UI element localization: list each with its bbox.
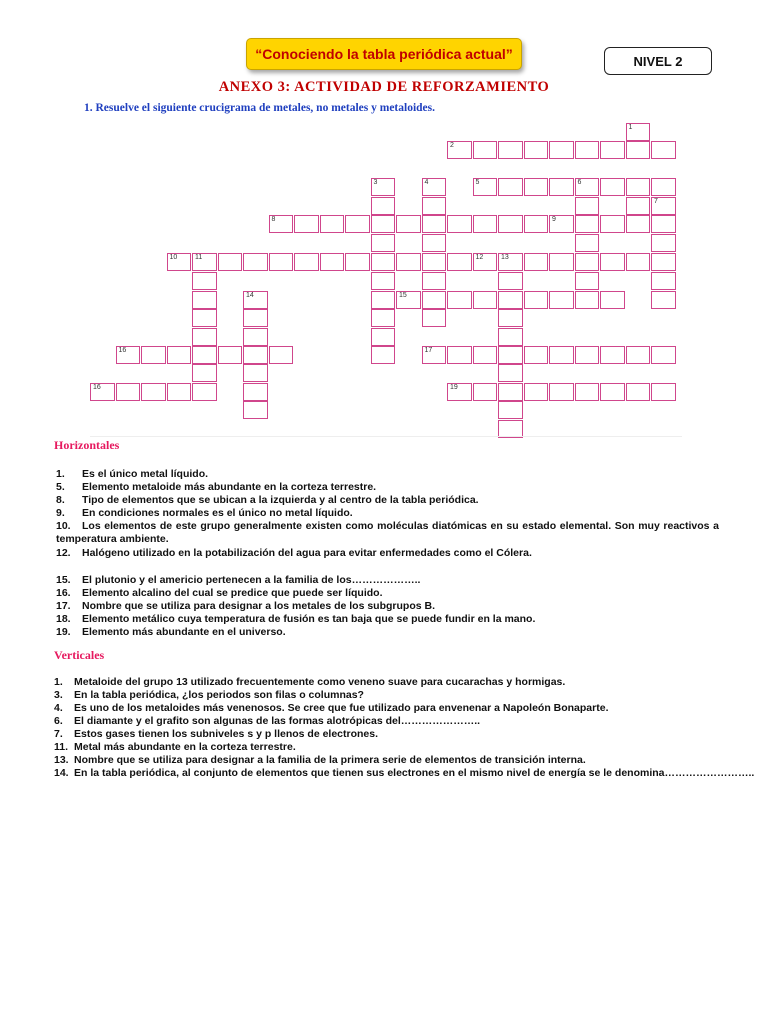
crossword-cell[interactable] [447, 215, 472, 233]
crossword-cell[interactable] [651, 253, 676, 271]
clue-item [56, 494, 479, 507]
crossword-cell[interactable] [243, 328, 268, 346]
crossword-cell[interactable] [192, 272, 217, 290]
crossword-cell[interactable] [549, 383, 574, 401]
clue-text: Es uno de los metaloides más venenosos. Se cree que fue utilizado para envenenar a Napoleón Bonaparte. [74, 702, 609, 714]
clue-item [56, 481, 376, 494]
clue-text: Elemento alcalino del cual se predice que puede ser líquido. [82, 587, 383, 599]
crossword-cell[interactable] [294, 253, 319, 271]
clue-text: Nombre que se utiliza para designar a los metales de los subgrupos B. [82, 600, 436, 612]
crossword-cell[interactable] [116, 383, 141, 401]
clue-number: 8 [271, 216, 276, 223]
clue-number: 13. [54, 754, 69, 766]
crossword-cell[interactable] [498, 383, 523, 401]
crossword-cell[interactable] [600, 178, 625, 196]
crossword-cell[interactable] [473, 141, 498, 159]
crossword-cell[interactable] [422, 197, 447, 215]
crossword-cell[interactable] [498, 291, 523, 309]
crossword-cell[interactable] [651, 272, 676, 290]
crossword-cell[interactable] [422, 215, 447, 233]
clue-text: En la tabla periódica, ¿los periodos son filas o columnas? [74, 689, 364, 701]
crossword-cell[interactable] [192, 383, 217, 401]
clue-item [54, 715, 480, 728]
clue-number: 10 [169, 254, 178, 261]
clue-number: 17 [424, 347, 433, 354]
crossword-cell[interactable] [320, 215, 345, 233]
crossword-cell[interactable] [192, 346, 217, 364]
clue-number: 5 [475, 179, 480, 186]
crossword-cell[interactable] [498, 178, 523, 196]
clue-item [54, 754, 586, 767]
clue-number: 15. [56, 574, 71, 586]
divider [90, 436, 682, 437]
crossword-cell[interactable] [345, 253, 370, 271]
instruction-text: 1. Resuelve el siguiente crucigrama de metales, no metales y metaloides. [84, 102, 435, 114]
crossword-cell[interactable] [473, 215, 498, 233]
crossword-cell[interactable] [524, 141, 549, 159]
clue-number: 10. [56, 520, 71, 532]
verticales-title: Verticales [54, 648, 105, 662]
crossword-cell[interactable] [575, 141, 600, 159]
crossword-cell[interactable] [498, 309, 523, 327]
clue-number: 14 [246, 292, 254, 299]
clue-number: 8. [56, 494, 65, 506]
crossword-cell[interactable] [498, 272, 523, 290]
crossword-cell[interactable] [626, 253, 651, 271]
crossword-cell[interactable] [371, 215, 396, 233]
crossword-cell[interactable] [192, 328, 217, 346]
clue-number: 14. [54, 767, 69, 779]
clue-number: 19 [450, 384, 458, 391]
clue-number: 3 [373, 179, 378, 186]
crossword-cell[interactable] [524, 383, 549, 401]
crossword-cell[interactable] [498, 364, 523, 382]
clue-text: Nombre que se utiliza para designar a la familia de la primera serie de elementos de transición interna. [74, 754, 586, 766]
clue-number: 12. [56, 547, 71, 559]
crossword-cell[interactable] [575, 215, 600, 233]
crossword-cell[interactable] [422, 253, 447, 271]
crossword-cell[interactable] [141, 346, 166, 364]
clue-number: 6. [54, 715, 63, 727]
clue-number: 16 [93, 384, 101, 391]
clue-item [54, 741, 296, 754]
clue-item [56, 468, 208, 481]
clue-number: 12 [475, 254, 484, 261]
crossword-cell[interactable] [396, 253, 421, 271]
crossword-cell[interactable] [600, 141, 625, 159]
crossword-cell[interactable] [498, 215, 523, 233]
crossword-cell[interactable] [600, 383, 625, 401]
clue-item [56, 574, 420, 587]
crossword-cell[interactable] [141, 383, 166, 401]
crossword-cell[interactable] [524, 215, 549, 233]
crossword-cell[interactable] [575, 291, 600, 309]
crossword-cell[interactable] [524, 253, 549, 271]
clue-number: 1 [628, 124, 633, 131]
clue-number: 9 [552, 216, 556, 223]
crossword-cell[interactable] [549, 253, 574, 271]
clue-number: 19. [56, 626, 71, 638]
clue-number: 7 [654, 198, 658, 205]
clue-number: 16. [56, 587, 71, 599]
crossword-cell[interactable] [473, 383, 498, 401]
horizontales-title: Horizontales [54, 438, 120, 452]
crossword-cell[interactable] [396, 215, 421, 233]
clue-text: Los elementos de este grupo generalmente existen como moléculas diatómicas en su estado elemental. Son muy reactivos a temperatura ambiente. [56, 520, 719, 545]
crossword-cell[interactable] [575, 272, 600, 290]
crossword-cell[interactable] [422, 272, 447, 290]
crossword-cell[interactable] [651, 178, 676, 196]
crossword-cell[interactable] [575, 234, 600, 252]
crossword-cell[interactable] [575, 197, 600, 215]
clue-item [54, 676, 565, 689]
clue-number: 5. [56, 481, 65, 493]
crossword-cell[interactable] [600, 253, 625, 271]
title-banner [246, 38, 522, 70]
clue-text: Tipo de elementos que se ubican a la izquierda y al centro de la tabla periódica. [82, 494, 479, 506]
clue-text: El plutonio y el americio pertenecen a la familia de los……………….. [82, 574, 421, 586]
crossword-cell[interactable] [192, 364, 217, 382]
crossword-cell[interactable] [626, 141, 651, 159]
crossword-cell[interactable] [498, 328, 523, 346]
crossword-cell[interactable] [651, 141, 676, 159]
crossword-cell[interactable] [269, 346, 294, 364]
clue-number: 2 [450, 142, 454, 149]
crossword-cell[interactable] [218, 253, 243, 271]
crossword-cell[interactable] [192, 309, 217, 327]
crossword-cell[interactable] [498, 401, 523, 419]
clue-item [56, 626, 286, 639]
clue-text: En condiciones normales es el único no metal líquido. [82, 507, 353, 519]
crossword-cell[interactable] [371, 253, 396, 271]
crossword-cell[interactable] [600, 291, 625, 309]
crossword-cell[interactable] [243, 364, 268, 382]
clue-text: Elemento más abundante en el universo. [82, 626, 286, 638]
crossword-cell[interactable] [447, 346, 472, 364]
crossword-cell[interactable] [422, 309, 447, 327]
crossword-cell[interactable] [651, 234, 676, 252]
crossword-cell[interactable] [269, 253, 294, 271]
crossword-cell[interactable] [243, 253, 268, 271]
crossword-cell[interactable] [626, 197, 651, 215]
clue-text: Es el único metal líquido. [82, 468, 209, 480]
crossword-cell[interactable] [626, 178, 651, 196]
crossword-cell[interactable] [575, 253, 600, 271]
crossword-cell[interactable] [651, 383, 676, 401]
clue-text: En la tabla periódica, al conjunto de elementos que tienen sus electrones en el mismo nivel de energía se le denomina…………………….. [74, 767, 755, 779]
clue-item [54, 702, 609, 715]
crossword-cell[interactable] [626, 383, 651, 401]
crossword-cell[interactable] [345, 215, 370, 233]
clue-number: 1. [54, 676, 63, 688]
clue-item [56, 507, 353, 520]
clue-item [54, 689, 364, 702]
crossword-cell[interactable] [575, 383, 600, 401]
clue-number: 11 [195, 254, 203, 261]
crossword-cell[interactable] [524, 178, 549, 196]
clue-text: El diamante y el grafito son algunas de las formas alotrópicas del………………….. [74, 715, 481, 727]
clue-item [56, 600, 435, 613]
crossword-cell[interactable] [371, 272, 396, 290]
crossword-cell[interactable] [524, 346, 549, 364]
crossword-cell[interactable] [192, 291, 217, 309]
crossword-cell[interactable] [473, 291, 498, 309]
crossword-cell[interactable] [549, 346, 574, 364]
crossword-cell[interactable] [371, 234, 396, 252]
clue-number: 9. [56, 507, 65, 519]
crossword-cell[interactable] [167, 346, 192, 364]
crossword-cell[interactable] [167, 383, 192, 401]
crossword-cell[interactable] [320, 253, 345, 271]
crossword-cell[interactable] [575, 346, 600, 364]
clue-number: 16 [118, 347, 127, 354]
crossword-cell[interactable] [600, 346, 625, 364]
clue-item [54, 728, 378, 741]
clue-number: 11. [54, 741, 69, 753]
clue-item [56, 520, 719, 546]
crossword-cell[interactable] [243, 346, 268, 364]
crossword-cell[interactable] [600, 215, 625, 233]
crossword-cell[interactable] [549, 178, 574, 196]
crossword-cell[interactable] [371, 291, 396, 309]
crossword-cell[interactable] [626, 215, 651, 233]
clue-item [54, 767, 754, 780]
clue-number: 15 [399, 292, 407, 299]
clue-item [56, 613, 535, 626]
crossword-cell[interactable] [498, 346, 523, 364]
crossword-cell[interactable] [218, 346, 243, 364]
clue-number: 1. [56, 468, 65, 480]
crossword-cell[interactable] [371, 328, 396, 346]
clue-text: Metaloide del grupo 13 utilizado frecuentemente como veneno suave para cucarachas y hormigas. [74, 676, 566, 688]
crossword-cell[interactable] [243, 401, 268, 419]
crossword-cell[interactable] [651, 291, 676, 309]
clue-number: 6 [577, 179, 582, 186]
crossword-cell[interactable] [651, 215, 676, 233]
crossword-cell[interactable] [371, 197, 396, 215]
clue-item [56, 587, 383, 600]
clue-number: 18. [56, 613, 71, 625]
crossword-cell[interactable] [549, 141, 574, 159]
clue-number: 17. [56, 600, 71, 612]
clue-number: 13 [501, 254, 509, 261]
crossword-cell[interactable] [524, 291, 549, 309]
clue-number: 4 [424, 179, 429, 186]
clue-number: 4. [54, 702, 63, 714]
crossword-cell[interactable] [498, 141, 523, 159]
clue-text: Elemento metaloide más abundante en la corteza terrestre. [82, 481, 377, 493]
crossword-cell[interactable] [294, 215, 319, 233]
crossword-cell[interactable] [243, 383, 268, 401]
crossword-cell[interactable] [371, 346, 396, 364]
level-badge: NIVEL 2 [604, 47, 712, 75]
clue-text: Estos gases tienen los subniveles s y p llenos de electrones. [74, 728, 379, 740]
clue-text: Elemento metálico cuya temperatura de fusión es tan baja que se puede fundir en la mano. [82, 613, 536, 625]
clue-number: 3. [54, 689, 63, 701]
clue-number: 7. [54, 728, 63, 740]
crossword-cell[interactable] [243, 309, 268, 327]
banner-title: “Conociendo la tabla periódica actual” [255, 46, 513, 62]
crossword-cell[interactable] [447, 291, 472, 309]
crossword-cell[interactable] [422, 291, 447, 309]
crossword-cell[interactable] [422, 234, 447, 252]
crossword-cell[interactable] [473, 346, 498, 364]
clue-text: Metal más abundante en la corteza terrestre. [74, 741, 296, 753]
crossword-cell[interactable] [651, 346, 676, 364]
crossword-cell[interactable] [371, 309, 396, 327]
annex-title: ANEXO 3: ACTIVIDAD DE REFORZAMIENTO [218, 79, 550, 95]
crossword-cell[interactable] [447, 253, 472, 271]
clue-item [56, 547, 719, 560]
crossword-cell[interactable] [549, 291, 574, 309]
clue-text: Halógeno utilizado en la potabilización del agua para evitar enfermedades como el Cólera. [82, 547, 532, 559]
crossword-cell[interactable] [498, 420, 523, 438]
crossword-cell[interactable] [626, 346, 651, 364]
